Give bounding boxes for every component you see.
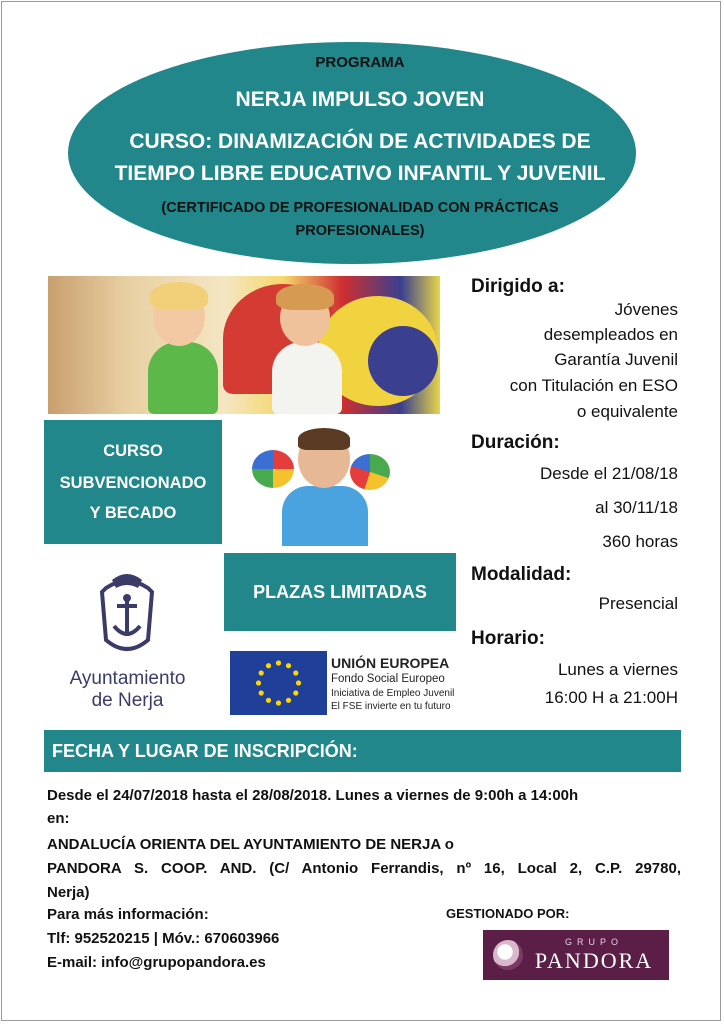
pandora-orb-icon bbox=[493, 940, 523, 970]
pandora-grupo-text: GRUPO bbox=[564, 937, 623, 947]
dirigido-line: desempleados en bbox=[543, 325, 678, 344]
course-title-line2: TIEMPO LIBRE EDUCATIVO INFANTIL Y JUVENIL bbox=[114, 162, 606, 185]
subsidized-course-box bbox=[44, 420, 222, 544]
curso-line1: CURSO bbox=[103, 442, 163, 460]
eu-title: UNIÓN EUROPEA bbox=[331, 655, 450, 671]
inscription-dates: Desde el 24/07/2018 hasta el 28/08/2018. Lunes a viernes de 9:00h a 14:00h bbox=[47, 787, 579, 804]
eu-flag-icon bbox=[230, 651, 327, 715]
certificate-line2: PROFESIONALES) bbox=[295, 223, 425, 239]
managed-by-label: GESTIONADO POR: bbox=[446, 906, 570, 921]
eu-motto: El FSE invierte en tu futuro bbox=[331, 701, 451, 712]
dirigido-line: con Titulación en ESO bbox=[509, 376, 678, 395]
eu-fund: Fondo Social Europeo bbox=[331, 673, 445, 685]
curso-line3: Y BECADO bbox=[89, 504, 177, 522]
program-name: NERJA IMPULSO JOVEN bbox=[235, 88, 485, 111]
certificate-line1: (CERTIFICADO DE PROFESIONALIDAD CON PRÁCTICAS bbox=[161, 200, 559, 216]
limited-places-box: PLAZAS LIMITADAS bbox=[224, 553, 456, 631]
modalidad-value: Presencial bbox=[598, 594, 678, 613]
horario-line: 16:00 H a 21:00H bbox=[544, 688, 678, 707]
dirigido-line: Garantía Juvenil bbox=[554, 350, 678, 369]
dirigido-line: Jóvenes bbox=[614, 300, 678, 319]
child-painted-hands-photo bbox=[250, 428, 390, 546]
curso-line2: SUBVENCIONADO bbox=[59, 474, 207, 492]
phone-numbers: Tlf: 952520215 | Móv.: 670603966 bbox=[47, 930, 280, 947]
horario-line: Lunes a viernes bbox=[557, 660, 678, 679]
dirigido-line: o equivalente bbox=[576, 402, 678, 421]
more-info-label: Para más información: bbox=[47, 906, 209, 923]
inscription-place2: PANDORA S. COOP. AND. (C/ Antonio Ferrandis, nº 16, Local 2, C.P. 29780, bbox=[47, 860, 681, 877]
grupo-pandora-logo bbox=[483, 930, 669, 980]
ayuntamiento-line1: Ayuntamiento bbox=[69, 668, 186, 689]
pandora-name-text: PANDORA bbox=[534, 948, 654, 973]
inscription-place1: ANDALUCÍA ORIENTA DEL AYUNTAMIENTO DE NERJA o bbox=[47, 836, 454, 853]
inscription-en: en: bbox=[47, 810, 70, 827]
inscription-place2-end: Nerja) bbox=[47, 884, 90, 901]
children-playing-photo bbox=[48, 276, 440, 414]
dirigido-label: Dirigido a: bbox=[471, 276, 565, 297]
duracion-label: Duración: bbox=[471, 432, 560, 453]
horario-label: Horario: bbox=[471, 628, 545, 649]
duracion-line: Desde el 21/08/18 bbox=[540, 464, 678, 483]
inscription-title-bar: FECHA Y LUGAR DE INSCRIPCIÓN: bbox=[44, 730, 681, 772]
programa-label: PROGRAMA bbox=[315, 54, 405, 71]
duracion-line: 360 horas bbox=[602, 532, 678, 551]
duracion-line: al 30/11/18 bbox=[595, 498, 678, 517]
eu-initiative: Iniciativa de Empleo Juvenil bbox=[331, 688, 455, 699]
modalidad-label: Modalidad: bbox=[471, 564, 572, 585]
course-title-line1: CURSO: DINAMIZACIÓN DE ACTIVIDADES DE bbox=[129, 130, 591, 153]
ayuntamiento-crest-logo bbox=[92, 570, 162, 658]
ayuntamiento-line2: de Nerja bbox=[91, 690, 164, 711]
email-address: E-mail: info@grupopandora.es bbox=[47, 954, 266, 971]
